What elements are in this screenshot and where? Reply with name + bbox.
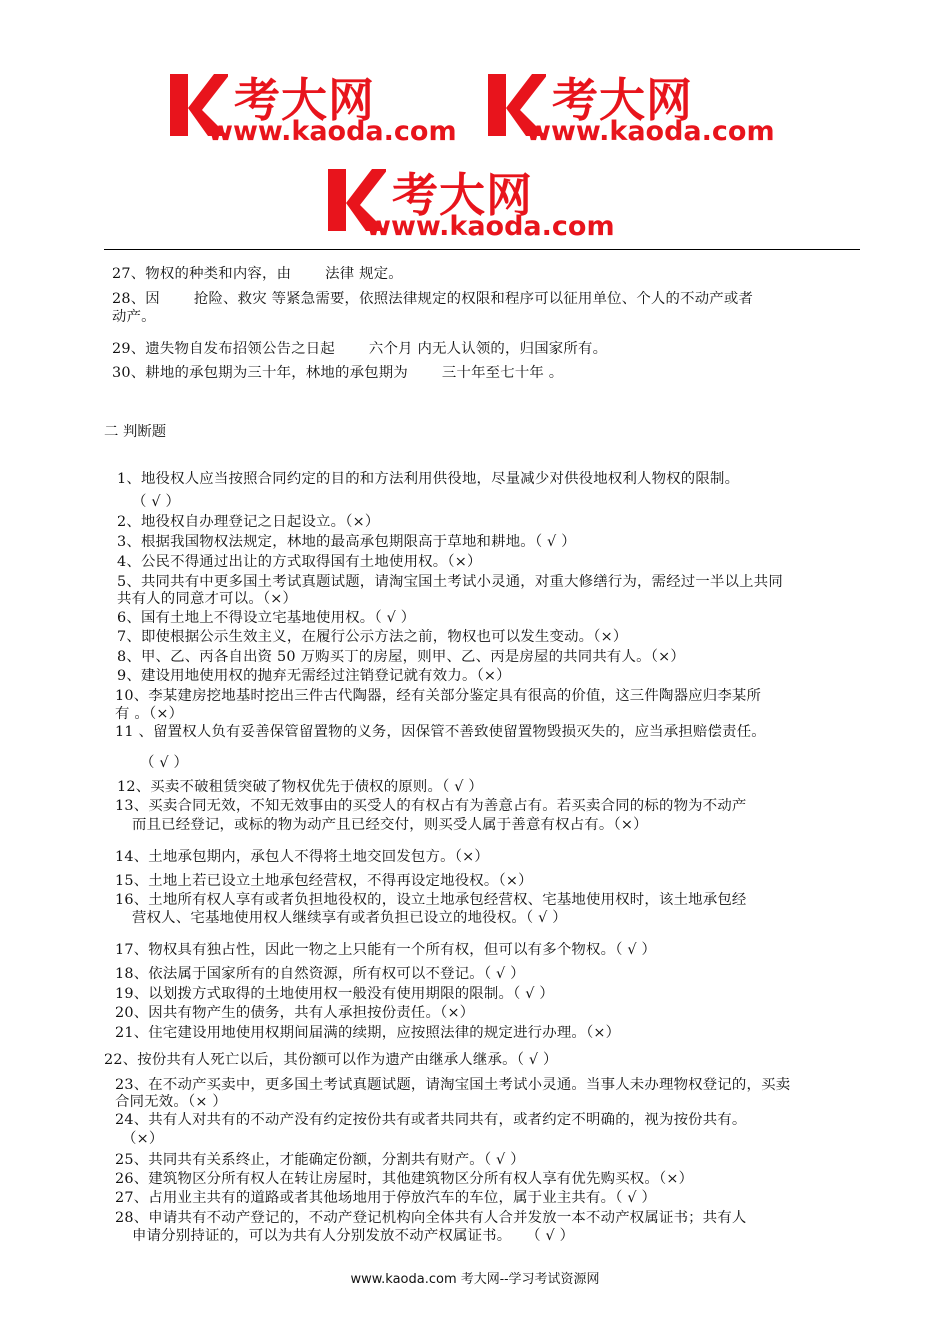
fill-blank-item: 28、因 抢险、救灾 等紧急需要，依照法律规定的权限和程序可以征用单位、个人的不动产或者 bbox=[112, 291, 754, 307]
judgment-line: 19、以划拨方式取得的土地使用权一般没有使用期限的限制。（ √ ） bbox=[115, 986, 554, 1002]
fill-blank-item: 动产。 bbox=[112, 309, 156, 325]
page-footer bbox=[0, 1268, 950, 1287]
kaoda-logo bbox=[486, 70, 816, 156]
footer-text: 考大网--学习考试资源网 bbox=[456, 1272, 600, 1287]
judgment-line: 20、因共有物产生的债务，共有人承担按份责任。（×） bbox=[115, 1005, 475, 1021]
judgment-line: 21、住宅建设用地使用权期间届满的续期，应按照法律的规定进行办理。（×） bbox=[115, 1025, 621, 1041]
kaoda-logo bbox=[326, 165, 656, 251]
judgment-line: 合同无效。（× ） bbox=[115, 1094, 227, 1110]
judgment-line: 5、共同共有中更多国土考试真题试题，请淘宝国土考试小灵通，对重大修缮行为，需经过一半以上共同 bbox=[117, 574, 783, 590]
judgment-line: 18、依法属于国家所有的自然资源，所有权可以不登记。（ √ ） bbox=[115, 966, 525, 982]
judgment-line: 16、土地所有权人享有或者负担地役权的，设立土地承包经营权、宅基地使用权时，该土地承包经 bbox=[115, 892, 747, 908]
section-title: 二 判断题 bbox=[104, 424, 167, 440]
judgment-line: 9、建设用地使用权的抛弃无需经过注销登记就有效力。（×） bbox=[117, 668, 511, 684]
judgment-line: （×） bbox=[122, 1131, 164, 1147]
judgment-line: 营权人、宅基地使用权人继续享有或者负担已设立的地役权。（ √ ） bbox=[132, 910, 567, 926]
judgment-line: 而且已经登记，或标的物为动产且已经交付，则买受人属于善意有权占有。（×） bbox=[132, 817, 648, 833]
judgment-line: 25、共同共有关系终止，才能确定份额，分割共有财产。（ √ ） bbox=[115, 1152, 525, 1168]
judgment-line: 13、买卖合同无效，不知无效事由的买受人的有权占有为善意占有。若买卖合同的标的物为不动产 bbox=[115, 798, 747, 814]
judgment-line: 申请分别持证的，可以为共有人分别发放不动产权属证书。 （ √ ） bbox=[132, 1228, 575, 1244]
judgment-line: 10、李某建房挖地基时挖出三件古代陶器，经有关部分鉴定具有很高的价值，这三件陶器应归李某所 bbox=[115, 688, 762, 704]
judgment-line: 26、建筑物区分所有权人在转让房屋时，其他建筑物区分所有权人享有优先购买权。（×） bbox=[115, 1171, 694, 1187]
fill-blank-item: 27、物权的种类和内容，由 法律 规定。 bbox=[112, 266, 403, 282]
judgment-line: 22、按份共有人死亡以后，其份额可以作为遗产由继承人继承。（ √ ） bbox=[104, 1052, 558, 1068]
judgment-line: 1、地役权人应当按照合同约定的目的和方法利用供役地，尽量减少对供役地权利人物权的限制。 bbox=[117, 471, 740, 487]
judgment-line: 28、申请共有不动产登记的，不动产登记机构向全体共有人合并发放一本不动产权属证书；共有人 bbox=[115, 1210, 747, 1226]
judgment-line: 27、占用业主共有的道路或者其他场地用于停放汽车的车位，属于业主共有。（ √ ） bbox=[115, 1190, 657, 1206]
brand-url: www.kaoda.com bbox=[366, 211, 615, 242]
brand-url: www.kaoda.com bbox=[526, 116, 775, 147]
brand-name: 考大网 bbox=[234, 73, 375, 127]
kaoda-logo bbox=[168, 70, 498, 156]
judgment-line: 15、土地上若已设立土地承包经营权，不得再设定地役权。（×） bbox=[115, 873, 533, 889]
footer-url[interactable]: www.kaoda.com bbox=[350, 1272, 457, 1287]
judgment-line: 24、共有人对共有的不动产没有约定按份共有或者共同共有，或者约定不明确的，视为按份共有。 bbox=[115, 1112, 747, 1128]
judgment-line: 7、即使根据公示生效主义，在履行公示方法之前，物权也可以发生变动。（×） bbox=[117, 629, 628, 645]
judgment-line: 6、国有土地上不得设立宅基地使用权。（ √ ） bbox=[117, 610, 416, 626]
judgment-line: 17、物权具有独占性，因此一物之上只能有一个所有权，但可以有多个物权。（ √ ） bbox=[115, 942, 657, 958]
judgment-line: （ √ ） bbox=[140, 755, 189, 771]
judgment-line: 14、土地承包期内，承包人不得将土地交回发包方。（×） bbox=[115, 849, 489, 865]
fill-blank-item: 30、耕地的承包期为三十年，林地的承包期为 三十年至七十年 。 bbox=[112, 365, 564, 381]
judgment-line: 12、买卖不破租赁突破了物权优先于债权的原则。（ √ ） bbox=[117, 779, 484, 795]
judgment-line: 2、地役权自办理登记之日起设立。（×） bbox=[117, 514, 380, 530]
judgment-line: 有 。（×） bbox=[115, 706, 184, 722]
judgment-line: 11 、留置权人负有妥善保管留置物的义务，因保管不善致使留置物毁损灭失的，应当承担赔偿责任。 bbox=[115, 724, 766, 740]
judgment-line: 4、公民不得通过出让的方式取得国有土地使用权。（×） bbox=[117, 554, 482, 570]
judgment-line: 23、在不动产买卖中，更多国土考试真题试题，请淘宝国土考试小灵通。当事人未办理物权登记的，买卖 bbox=[115, 1077, 791, 1093]
judgment-line: （ √ ） bbox=[132, 494, 181, 510]
judgment-line: 8、甲、乙、丙各自出资 50 万购买丁的房屋，则甲、乙、丙是房屋的共同共有人。（×） bbox=[117, 649, 685, 665]
judgment-line: 共有人的同意才可以。（×） bbox=[117, 591, 298, 607]
judgment-line: 3、根据我国物权法规定，林地的最高承包期限高于草地和耕地。（ √ ） bbox=[117, 534, 576, 550]
header-divider bbox=[104, 249, 860, 250]
brand-name: 考大网 bbox=[552, 73, 693, 127]
fill-blank-item: 29、遗失物自发布招领公告之日起 六个月 内无人认领的，归国家所有。 bbox=[112, 341, 608, 357]
brand-name: 考大网 bbox=[392, 168, 533, 222]
brand-url: www.kaoda.com bbox=[208, 116, 457, 147]
